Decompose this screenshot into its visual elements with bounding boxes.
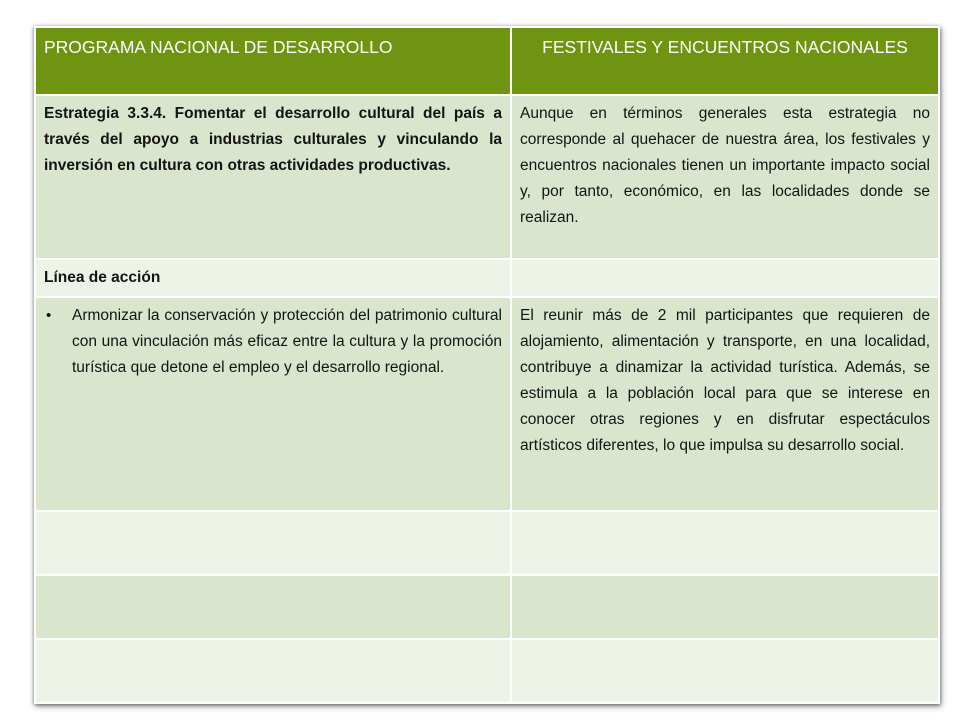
strategy-comment-text: Aunque en términos generales esta estrategia no corresponde al quehacer de nuestra área, los festivales y encuentros nacionales tienen un importante impacto social y, por tanto, económico, en las localidades donde se realizan.	[520, 105, 930, 226]
empty-cell	[511, 639, 939, 703]
empty-cell	[511, 511, 939, 575]
empty-cell	[35, 575, 511, 639]
header-row	[35, 27, 939, 95]
strategy-cell	[35, 95, 511, 259]
strategy-comment-cell	[511, 95, 939, 259]
action-item-cell	[35, 297, 511, 511]
header-left-cell	[35, 27, 511, 95]
table-row	[35, 297, 939, 511]
list-item	[44, 303, 502, 381]
header-left-text: PROGRAMA NACIONAL DE DESARROLLO	[44, 37, 393, 57]
empty-row	[35, 575, 939, 639]
bullet-icon: •	[46, 307, 52, 324]
action-comment-text: El reunir más de 2 mil participantes que requieren de alojamiento, alimentación y transporte, en una localidad, contribuye a dinamizar la actividad turística. Además, se estimula a la población local para que se interese en conocer otras regiones y en disfrutar espectáculos artísticos diferentes, lo que impulsa su desarrollo social.	[520, 307, 930, 454]
empty-row	[35, 511, 939, 575]
strategy-text: Estrategia 3.3.4. Fomentar el desarrollo cultural del país a través del apoyo a industrias culturales y vinculando la inversión en cultura con otras actividades productivas.	[44, 105, 502, 174]
comparison-table	[34, 26, 940, 704]
action-line-empty-cell	[511, 259, 939, 297]
action-line-cell	[35, 259, 511, 297]
table-row	[35, 259, 939, 297]
empty-cell	[35, 639, 511, 703]
header-right-cell	[511, 27, 939, 95]
empty-cell	[35, 511, 511, 575]
action-item-text: Armonizar la conservación y protección del patrimonio cultural con una vinculación más eficaz entre la cultura y la promoción turística que detone el empleo y el desarrollo regional.	[72, 307, 502, 376]
empty-cell	[511, 575, 939, 639]
table-row	[35, 95, 939, 259]
action-comment-cell	[511, 297, 939, 511]
empty-row	[35, 639, 939, 703]
action-line-label: Línea de acción	[44, 269, 161, 286]
header-right-text: FESTIVALES Y ENCUENTROS NACIONALES	[542, 37, 908, 57]
